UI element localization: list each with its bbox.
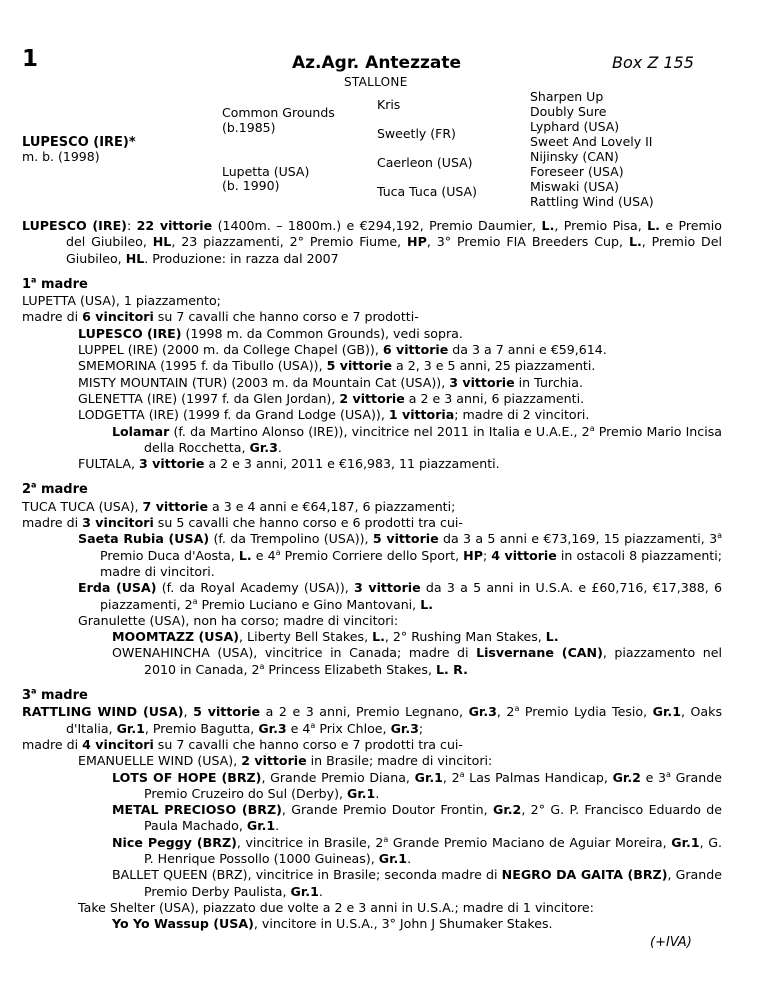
great-grandparent: Nijinsky (CAN) (530, 149, 619, 164)
produce-entry: EMANUELLE WIND (USA), 2 vittorie in Brasile; madre di vincitori: (78, 753, 493, 769)
horse-description: m. b. (1998) (22, 149, 100, 164)
great-grandparent: Sharpen Up (530, 89, 604, 104)
produce-entry: LODGETTA (IRE) (1999 f. da Grand Lodge (USA)), 1 vittoria; madre di 2 vincitori. (78, 407, 590, 423)
dam-year: (b. 1990) (222, 178, 280, 193)
produce-entry: MISTY MOUNTAIN (TUR) (2003 m. da Mountain Cat (USA)), 3 vittorie in Turchia. (78, 374, 583, 390)
produce-entry: METAL PRECIOSO (BRZ), Grande Premio Doutor Frontin, Gr.2, 2° G. P. Francisco Eduardo de Paula Machado, Gr.1. (112, 802, 722, 834)
grandparent: Caerleon (USA) (377, 155, 473, 170)
produce-entry: LUPESCO (IRE) (1998 m. da Common Grounds), vedi sopra. (78, 325, 463, 341)
produce-entry: OWENAHINCHA (USA), vincitrice in Canada; madre di Lisvernane (CAN), piazzamento nel 2010 in Canada, 2$^a$ Princess Elizabeth Stakes, L. R. (112, 645, 723, 677)
great-grandparent: Rattling Wind (USA) (530, 194, 654, 209)
sire-name: Common Grounds (222, 105, 335, 120)
produce-entry: FULTALA, 3 vittorie a 2 e 3 anni, 2011 e €16,983, 11 piazzamenti. (78, 456, 500, 472)
catalogue-text (22, 218, 722, 932)
produce-entry: Yo Yo Wassup (USA), vincitore in U.S.A., 3° John J Shumaker Stakes. (112, 916, 553, 932)
dam-name: Lupetta (USA) (222, 164, 310, 179)
produce-entry: Take Shelter (USA), piazzato due volte a 2 e 3 anni in U.S.A.; madre di 1 vincitore: (78, 899, 594, 915)
produce-entry: Saeta Rubia (USA) (f. da Trempolino (USA)), 5 vittorie da 3 a 5 anni e €73,169, 15 piazzamenti, 3$^a$ Premio Duca d'Aosta, L. e 4$^a$ Premio Corriere dello Sport, HP; 4 vittorie in ostacoli 8 piazzamenti; madre di vincitori. (78, 531, 722, 579)
great-grandparent: Lyphard (USA) (530, 119, 620, 134)
grandparent: Sweetly (FR) (377, 126, 456, 141)
produce-entry: GLENETTA (IRE) (1997 f. da Glen Jordan), 2 vittorie a 2 e 3 anni, 6 piazzamenti. (78, 390, 585, 406)
produce-entry: LUPPEL (IRE) (2000 m. da College Chapel (GB)), 6 vittorie da 3 a 7 anni e €59,614. (78, 342, 607, 358)
first-dam-heading: 1$^a$ madre (22, 275, 88, 292)
second-dam-heading: 2$^a$ madre (22, 481, 88, 498)
produce-entry: SMEMORINA (1995 f. da Tibullo (USA)), 5 vittorie a 2, 3 e 5 anni, 25 piazzamenti. (78, 358, 596, 374)
vat-note: (+IVA) (650, 935, 692, 950)
horse-name: LUPESCO (IRE)* (22, 135, 136, 150)
box-number: Box Z 155 (612, 53, 694, 72)
grandparent: Tuca Tuca (USA) (377, 184, 477, 199)
great-grandparent: Miswaki (USA) (530, 179, 619, 194)
consignor-name: Az.Agr. Antezzate (292, 53, 462, 73)
third-dam-line: madre di 4 vincitori su 7 cavalli che hanno corso e 7 prodotti tra cui- (22, 736, 463, 752)
category-label: STALLONE (344, 75, 408, 89)
third-dam-line: RATTLING WIND (USA), 5 vittorie a 2 e 3 anni, Premio Legnano, Gr.3, 2$^a$ Premio Lydia Tesio, Gr.1, Oaks d'Italia, Gr.1, Premio Bagutta, Gr.3 e 4$^a$ Prix Chloe, Gr.3; (22, 704, 723, 736)
second-dam-line: TUCA TUCA (USA), 7 vittorie a 3 e 4 anni e €64,187, 6 piazzamenti; (22, 498, 456, 514)
produce-entry: Lolamar (f. da Martino Alonso (IRE)), vincitrice nel 2011 in Italia e U.A.E., 2$^a$ Premio Mario Incisa della Rocchetta, Gr.3. (112, 423, 722, 455)
produce-entry: MOOMTAZZ (USA), Liberty Bell Stakes, L., 2° Rushing Man Stakes, L. (112, 629, 559, 645)
produce-entry: Nice Peggy (BRZ), vincitrice in Brasile, 2$^a$ Grande Premio Maciano de Aguiar Moreira, Gr.1, G. P. Henrique Possollo (1000 Guineas), Gr.1. (112, 834, 722, 866)
produce-entry: BALLET QUEEN (BRZ), vincitrice in Brasile; seconda madre di NEGRO DA GAITA (BRZ), Grande Premio Derby Paulista, Gr.1. (112, 867, 722, 899)
third-dam-heading: 3$^a$ madre (22, 686, 88, 704)
grandparent: Kris (377, 97, 401, 112)
summary-paragraph: LUPESCO (IRE): 22 vittorie (1400m. – 1800m.) e €294,192, Premio Daumier, L., Premio Pisa, L. e Premio del Giubileo, HL, 23 piazzamenti, 2° Premio Fiume, HP, 3° Premio FIA Breeders Cup, L., Premio Del Giubileo, HL. Produzione: in razza dal 2007 (22, 218, 723, 266)
sire-year: (b.1985) (222, 120, 276, 135)
second-dam-line: madre di 3 vincitori su 5 cavalli che hanno corso e 6 prodotti tra cui- (22, 515, 463, 531)
great-grandparent: Foreseer (USA) (530, 164, 624, 179)
first-dam-line: madre di 6 vincitori su 7 cavalli che hanno corso e 7 prodotti- (22, 309, 419, 325)
lot-number: 1 (22, 46, 39, 72)
produce-entry: LOTS OF HOPE (BRZ), Grande Premio Diana, Gr.1, 2$^a$ Las Palmas Handicap, Gr.2 e 3$^a$ Grande Premio Cruzeiro do Sul (Derby), Gr.1. (112, 769, 722, 801)
produce-entry: Erda (USA) (f. da Royal Academy (USA)), 3 vittorie da 3 a 5 anni in U.S.A. e £60,716, €17,388, 6 piazzamenti, 2$^a$ Premio Luciano e Gino Mantovani, L. (78, 580, 722, 612)
produce-entry: Granulette (USA), non ha corso; madre di vincitori: (78, 612, 399, 628)
great-grandparent: Doubly Sure (530, 104, 607, 119)
first-dam-line: LUPETTA (USA), 1 piazzamento; (22, 293, 221, 309)
great-grandparent: Sweet And Lovely II (530, 134, 653, 149)
